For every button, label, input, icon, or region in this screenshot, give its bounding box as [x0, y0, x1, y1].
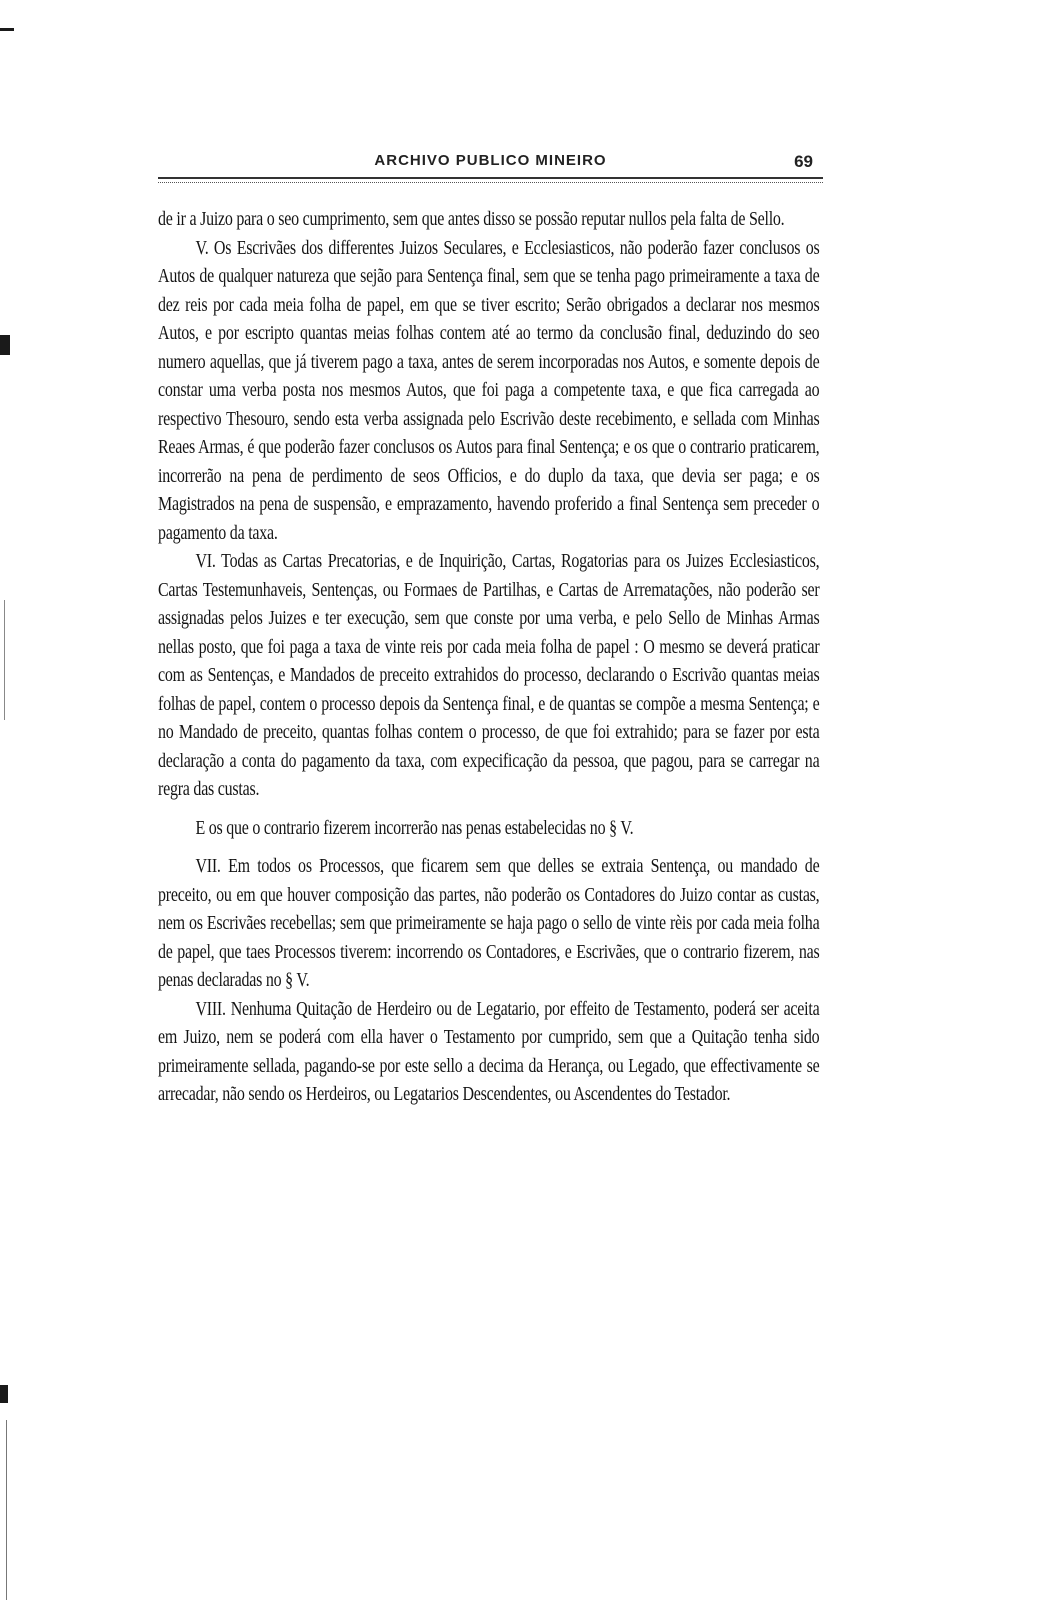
page-header	[158, 150, 823, 180]
header-rule	[158, 177, 823, 183]
paragraph-section-v: V. Os Escrivães dos differentes Juizos Seculares, e Ecclesiasticos, não poderão fazer conclusos os Autos de qualquer natureza que sejão para Sentença final, sem que se tenha pago primeiramente a taxa de dez reis por cada meia folha de papel, em que se tiver escrito; Serão obrigados a declarar nos mesmos Autos, e por escripto quantas meias folhas contem até ao termo da conclusão final, deduzindo do seo numero aquellas, que já tiverem pago a taxa, antes de serem incorporadas nos Autos, e somente depois de constar uma verba posta nos mesmos Autos, que foi paga a competente taxa, e que fica carregada ao respectivo Thesouro, sendo esta verba assignada pelo Escrivão deste recebimento, e sellada com Minhas Reaes Armas, é que poderão fazer conclusos os Autos para final Sentença; e os que o contrario praticarem, incorrerão na pena de perdimento de seos Officios, e do duplo da taxa, que devia ser paga; e os Magistrados na pena de suspensão, e emprazamento, havendo proferido a final Sentença sem preceder o pagamento da taxa.	[158, 236, 820, 544]
scan-edge-line-2	[6, 1420, 7, 1600]
paragraph-section-vii: VII. Em todos os Processos, que ficarem sem que delles se extraia Sentença, ou mandado de preceito, ou em que houver composição das partes, não poderão os Contadores do Juizo contar as custas, nem os Escrivães recebellas; sem que primeiramente se haja pago o sello de vinte rèis por cada meia folha de papel, que taes Processos tiverem: incorrendo os Contadores, e Escrivães, que o contrario fizerem, nas penas declaradas no § V.	[158, 855, 820, 991]
paragraph-penalty-note: E os que o contrario fizerem incorrerão nas penas estabelecidas no § V.	[195, 816, 634, 839]
running-title: ARCHIVO PUBLICO MINEIRO	[374, 152, 607, 169]
body-text	[158, 205, 819, 1109]
page-number: 69	[794, 152, 813, 171]
scan-edge-mark-middle	[0, 335, 10, 355]
paragraph-section-viii: VIII. Nenhuma Quitação de Herdeiro ou de Legatario, por effeito de Testamento, poderá ser aceita em Juizo, nem se poderá com ella haver o Testamento por cumprido, sem que a Quitação tenha sido primeiramente sellada, pagando-se por este sello a decima da Herança, ou Legado, que effectivamente se arrecadar, não sendo os Herdeiros, ou Legatarios Descendentes, ou Ascendentes do Testador.	[158, 997, 820, 1105]
paragraph-continuation: de ir a Juizo para o seo cumprimento, sem que antes disso se possão reputar nullos pela falta de Sello.	[158, 208, 785, 230]
paragraph-section-vi: VI. Todas as Cartas Precatorias, e de Inquirição, Cartas, Rogatorias para os Juizes Ecclesiasticos, Cartas Testemunhaveis, Sentenças, ou Formaes de Partilhas, e Cartas de Arrematações, não poderão ser assignadas pelos Juizes e ter execução, sem que conste por uma verba, e pelo Sello de Minhas Armas nellas posto, que foi paga a taxa de vinte reis por cada meia folha de papel : O mesmo se deverá praticar com as Sentenças, e Mandados de preceito extrahidos do processo, declarando o Escrivão quantas meias folhas de papel, contem o processo depois da Sentença final, e de quantas se compõe a mesma Sentença; e no Mandado de preceito, quantas folhas contem o processo, de que foi extrahido; para se fazer por esta declaração a conta do pagamento da taxa, com expecificação da pessoa, que pagou, para se carregar na regra das custas.	[158, 550, 820, 800]
scan-edge-mark-lower	[0, 1385, 8, 1403]
scan-edge-mark-top	[0, 28, 14, 31]
scan-edge-line	[4, 600, 5, 720]
